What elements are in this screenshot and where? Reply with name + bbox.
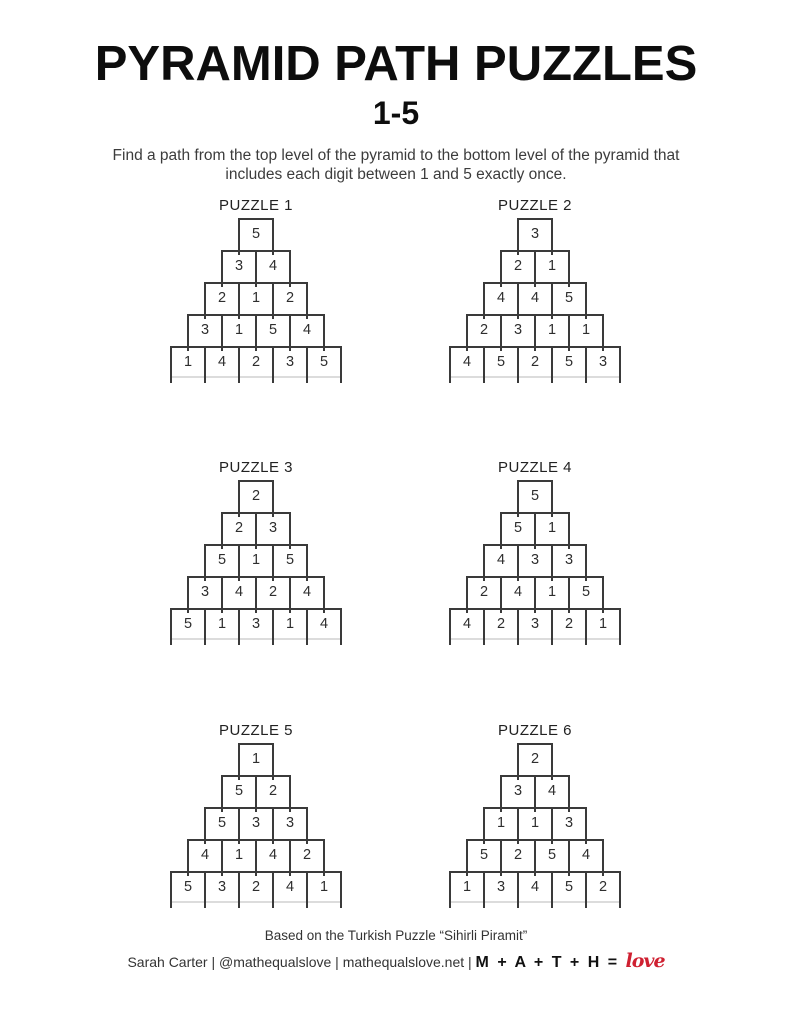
pyramid-cell: 5 bbox=[170, 608, 206, 645]
pyramid-cell: 3 bbox=[517, 544, 553, 581]
pyramid-cell: 3 bbox=[187, 576, 223, 613]
pyramid-cell: 1 bbox=[568, 314, 604, 351]
pyramid-cell: 4 bbox=[483, 544, 519, 581]
pyramid-cell: 4 bbox=[255, 839, 291, 876]
pyramid-cell: 3 bbox=[500, 314, 536, 351]
pyramid-cell: 2 bbox=[255, 576, 291, 613]
puzzle-5-pyramid bbox=[171, 743, 341, 915]
pyramid-cell: 1 bbox=[272, 608, 308, 645]
pyramid-cell: 5 bbox=[500, 512, 536, 549]
pyramid-cell: 4 bbox=[187, 839, 223, 876]
pyramid-cell: 3 bbox=[238, 608, 274, 645]
pyramid-cell: 5 bbox=[466, 839, 502, 876]
pyramid-cell: 3 bbox=[500, 775, 536, 812]
math-equals-love-logo: M + A + T + H = bbox=[475, 954, 626, 971]
puzzle-4-label: PUZZLE 4 bbox=[497, 459, 573, 476]
pyramid-cell: 3 bbox=[483, 871, 519, 908]
footer-attribution: Based on the Turkish Puzzle “Sihirli Piramit” bbox=[264, 928, 528, 943]
pyramid-cell: 3 bbox=[517, 218, 553, 255]
pyramid-cell: 3 bbox=[272, 807, 308, 844]
pyramid-cell: 1 bbox=[534, 576, 570, 613]
pyramid-cell: 2 bbox=[466, 314, 502, 351]
puzzle-3-pyramid bbox=[171, 480, 341, 652]
puzzle-block-1 bbox=[96, 198, 416, 390]
pyramid-cell: 1 bbox=[238, 282, 274, 319]
pyramid-cell: 2 bbox=[238, 480, 274, 517]
pyramid-row bbox=[449, 871, 621, 908]
page-subtitle: 1-5 bbox=[372, 95, 420, 131]
pyramid-cell: 2 bbox=[272, 282, 308, 319]
pyramid-cell: 1 bbox=[534, 314, 570, 351]
puzzle-block-6 bbox=[375, 723, 695, 915]
pyramid-cell: 4 bbox=[500, 576, 536, 613]
pyramid-row bbox=[170, 871, 342, 908]
logo-love-script: love bbox=[625, 950, 665, 972]
pyramid-cell: 1 bbox=[170, 346, 206, 383]
pyramid-cell: 3 bbox=[221, 250, 257, 287]
puzzle-block-3 bbox=[96, 460, 416, 652]
pyramid-cell: 4 bbox=[306, 608, 342, 645]
pyramid-cell: 4 bbox=[272, 871, 308, 908]
pyramid-cell: 2 bbox=[204, 282, 240, 319]
pyramid-cell: 4 bbox=[221, 576, 257, 613]
pyramid-cell: 2 bbox=[517, 346, 553, 383]
pyramid-cell: 2 bbox=[585, 871, 621, 908]
pyramid-cell: 1 bbox=[449, 871, 485, 908]
pyramid-cell: 3 bbox=[517, 608, 553, 645]
pyramid-cell: 4 bbox=[517, 282, 553, 319]
puzzle-2-label: PUZZLE 2 bbox=[497, 197, 573, 214]
pyramid-cell: 4 bbox=[517, 871, 553, 908]
pyramid-cell: 4 bbox=[255, 250, 291, 287]
pyramid-cell: 2 bbox=[238, 346, 274, 383]
pyramid-cell: 1 bbox=[534, 512, 570, 549]
pyramid-cell: 5 bbox=[255, 314, 291, 351]
pyramid-cell: 5 bbox=[221, 775, 257, 812]
pyramid-cell: 5 bbox=[272, 544, 308, 581]
pyramid-cell: 1 bbox=[483, 807, 519, 844]
pyramid-cell: 2 bbox=[238, 871, 274, 908]
pyramid-cell: 3 bbox=[551, 544, 587, 581]
puzzle-block-5 bbox=[96, 723, 416, 915]
puzzle-3-label: PUZZLE 3 bbox=[218, 459, 294, 476]
pyramid-cell: 1 bbox=[534, 250, 570, 287]
pyramid-cell: 3 bbox=[255, 512, 291, 549]
pyramid-cell: 2 bbox=[221, 512, 257, 549]
pyramid-cell: 2 bbox=[500, 839, 536, 876]
pyramid-cell: 1 bbox=[221, 839, 257, 876]
pyramid-cell: 2 bbox=[289, 839, 325, 876]
pyramid-cell: 1 bbox=[585, 608, 621, 645]
pyramid-cell: 3 bbox=[187, 314, 223, 351]
pyramid-row bbox=[170, 346, 342, 383]
puzzle-1-label: PUZZLE 1 bbox=[218, 197, 294, 214]
pyramid-cell: 1 bbox=[221, 314, 257, 351]
puzzle-block-2 bbox=[375, 198, 695, 390]
pyramid-cell: 1 bbox=[517, 807, 553, 844]
pyramid-cell: 5 bbox=[534, 839, 570, 876]
pyramid-cell: 5 bbox=[204, 544, 240, 581]
puzzle-5-label: PUZZLE 5 bbox=[218, 722, 294, 739]
pyramid-cell: 5 bbox=[551, 282, 587, 319]
pyramid-cell: 4 bbox=[289, 576, 325, 613]
pyramid-cell: 4 bbox=[483, 282, 519, 319]
puzzle-6-pyramid bbox=[450, 743, 620, 915]
pyramid-cell: 4 bbox=[568, 839, 604, 876]
pyramid-cell: 4 bbox=[289, 314, 325, 351]
puzzle-6-label: PUZZLE 6 bbox=[497, 722, 573, 739]
puzzle-4-pyramid bbox=[450, 480, 620, 652]
pyramid-cell: 4 bbox=[204, 346, 240, 383]
pyramid-cell: 1 bbox=[204, 608, 240, 645]
pyramid-cell: 4 bbox=[449, 608, 485, 645]
pyramid-cell: 5 bbox=[204, 807, 240, 844]
puzzle-block-4 bbox=[375, 460, 695, 652]
pyramid-cell: 5 bbox=[483, 346, 519, 383]
pyramid-row bbox=[170, 608, 342, 645]
pyramid-cell: 5 bbox=[551, 346, 587, 383]
pyramid-cell: 2 bbox=[517, 743, 553, 780]
pyramid-cell: 2 bbox=[466, 576, 502, 613]
pyramid-cell: 5 bbox=[238, 218, 274, 255]
pyramid-cell: 3 bbox=[551, 807, 587, 844]
pyramid-cell: 1 bbox=[306, 871, 342, 908]
instructions-text bbox=[46, 146, 746, 184]
pyramid-cell: 5 bbox=[517, 480, 553, 517]
pyramid-cell: 5 bbox=[568, 576, 604, 613]
pyramid-cell: 5 bbox=[170, 871, 206, 908]
pyramid-cell: 5 bbox=[306, 346, 342, 383]
pyramid-cell: 1 bbox=[238, 544, 274, 581]
pyramid-row bbox=[449, 346, 621, 383]
pyramid-cell: 2 bbox=[255, 775, 291, 812]
pyramid-cell: 4 bbox=[449, 346, 485, 383]
pyramid-cell: 2 bbox=[551, 608, 587, 645]
pyramid-cell: 3 bbox=[204, 871, 240, 908]
puzzle-2-pyramid bbox=[450, 218, 620, 390]
pyramid-cell: 2 bbox=[483, 608, 519, 645]
pyramid-row bbox=[449, 608, 621, 645]
footer-credit bbox=[0, 950, 792, 972]
footer-credit-text: Sarah Carter | @mathequalslove | mathequalslove.net | bbox=[127, 954, 476, 970]
pyramid-cell: 3 bbox=[238, 807, 274, 844]
pyramid-cell: 3 bbox=[272, 346, 308, 383]
puzzle-1-pyramid bbox=[171, 218, 341, 390]
pyramid-cell: 1 bbox=[238, 743, 274, 780]
page-title: PYRAMID PATH PUZZLES bbox=[94, 37, 698, 91]
instructions-line-1: Find a path from the top level of the pyramid to the bottom level of the pyramid that bbox=[112, 147, 680, 164]
pyramid-cell: 4 bbox=[534, 775, 570, 812]
pyramid-cell: 3 bbox=[585, 346, 621, 383]
instructions-line-2: includes each digit between 1 and 5 exactly once. bbox=[225, 166, 567, 183]
pyramid-cell: 5 bbox=[551, 871, 587, 908]
pyramid-cell: 2 bbox=[500, 250, 536, 287]
